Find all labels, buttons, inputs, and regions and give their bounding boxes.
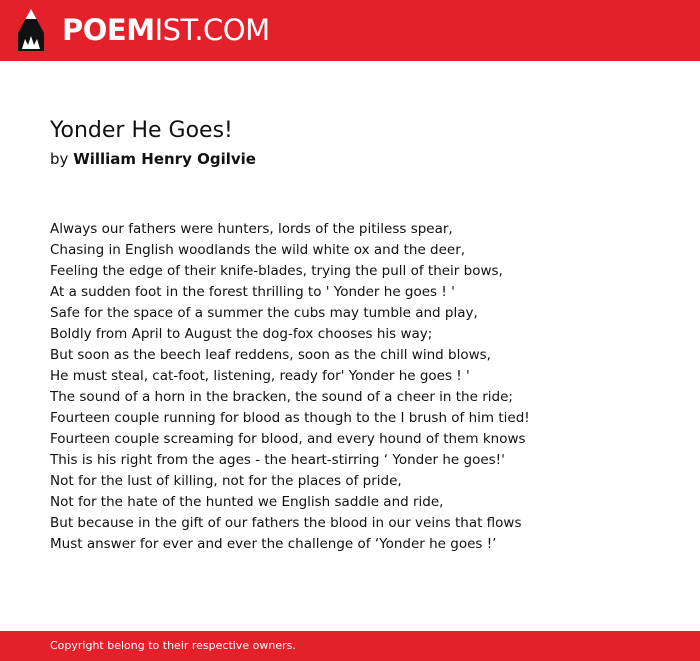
copyright-notice: Copyright belong to their respective owners.	[50, 639, 296, 652]
logo-light-text: IST.COM	[154, 13, 270, 47]
poem-title: Yonder He Goes!	[50, 118, 233, 143]
poem-line: Feeling the edge of their knife-blades, trying the pull of their bows,	[50, 263, 503, 279]
poem-line: He must steal, cat-foot, listening, ready for' Yonder he goes ! '	[50, 368, 470, 384]
poem-line: Not for the lust of killing, not for the places of pride,	[50, 473, 402, 489]
poem-body	[50, 219, 680, 555]
poem-line: The sound of a horn in the bracken, the sound of a cheer in the ride;	[50, 389, 513, 405]
poem-line: Safe for the space of a summer the cubs may tumble and play,	[50, 305, 478, 321]
poem-line: Chasing in English woodlands the wild white ox and the deer,	[50, 242, 466, 258]
poem-line: But because in the gift of our fathers the blood in our veins that flows	[50, 515, 522, 531]
poem-line: Fourteen couple screaming for blood, and every hound of them knows	[50, 431, 526, 447]
poem-line: Must answer for ever and ever the challenge of ‘Yonder he goes !’	[50, 536, 497, 552]
site-footer	[0, 631, 700, 661]
logo-bold-text: POEM	[62, 13, 155, 47]
poem-line: Boldly from April to August the dog-fox chooses his way;	[50, 326, 433, 342]
poem-line: Always our fathers were hunters, lords of the pitiless spear,	[50, 221, 453, 237]
poem-line: But soon as the beech leaf reddens, soon as the chill wind blows,	[50, 347, 491, 363]
poem-author: William Henry Ogilvie	[73, 150, 256, 168]
poem-line: At a sudden foot in the forest thrilling to ' Yonder he goes ! '	[50, 284, 455, 300]
poem-line: Not for the hate of the hunted we English saddle and ride,	[50, 494, 444, 510]
poem-line: Fourteen couple running for blood as though to the I brush of him tied!	[50, 410, 530, 426]
pencil-icon[interactable]	[18, 9, 44, 51]
poem-byline	[50, 149, 256, 169]
by-label: by	[50, 150, 69, 168]
site-header	[0, 0, 700, 61]
site-logo[interactable]	[62, 13, 270, 47]
poem-line: This is his right from the ages - the heart-stirring ‘ Yonder he goes!'	[50, 452, 505, 468]
